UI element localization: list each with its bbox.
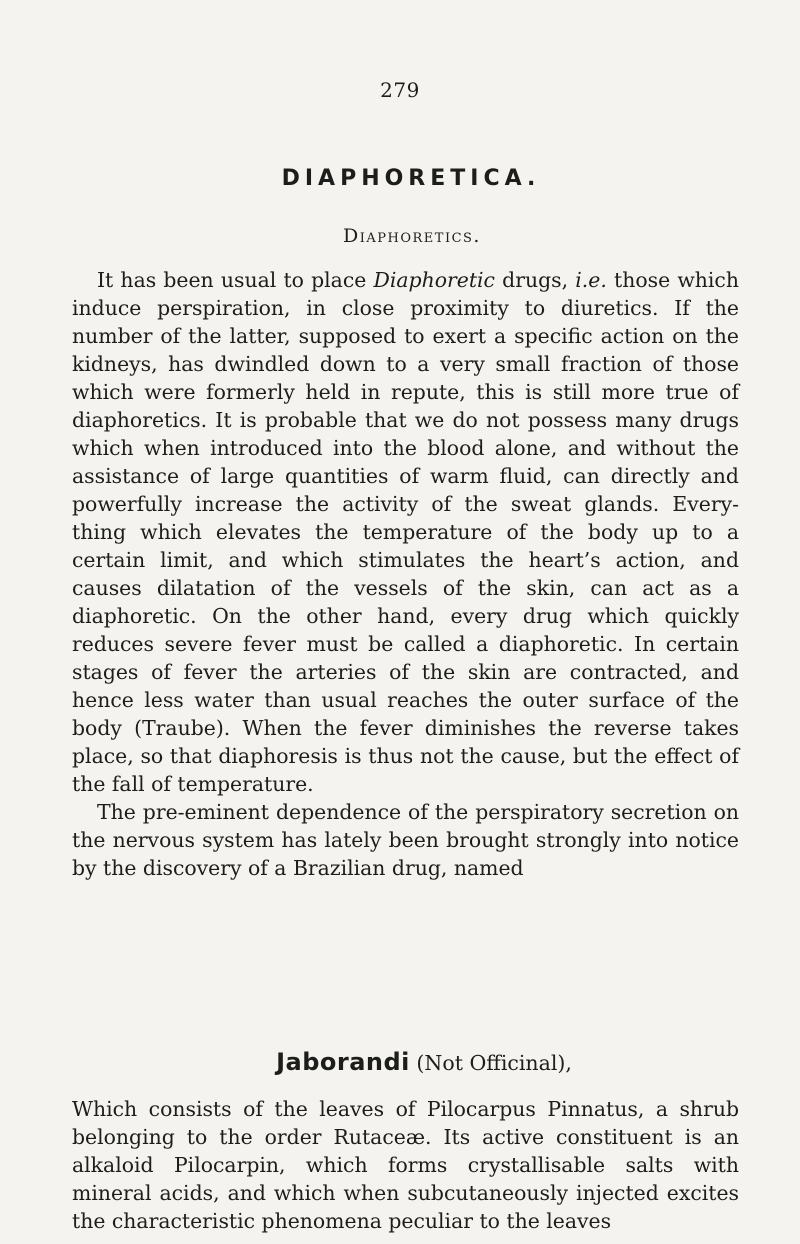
paragraph1-rest: those which induce perspiration, in close proximity to diuretics. If the number of the latter, supposed to exert a specific action on the kidneys, has dwindled down to a very small fraction of those which were formerly held in repute, this is still more true of diaphoretics. It is probable that we do not possess many drugs which when introduced into the blood alone, and without the assistance of large quantities of warm fluid, can directly and powerfully increase the activity of the sweat glands. Every-thing which elevates the temperature of the body up to a certain limit, and which stimulates the heart’s action, and causes dilatation of the vessels of the skin, can act as a diaphoretic. On the other hand, every drug which quickly reduces severe fever must be called a diaphoretic. In certain stages of fever the arteries of the skin are contracted, and hence less water than usual reaches the outer surface of the body (Traube). When the fever diminishes the reverse takes place, so that diaphoresis is thus not the cause, but the effect of the fall of temperature.: [72, 268, 739, 796]
paragraph-jaborandi: Which consists of the leaves of Pilocarpus Pinnatus, a shrub belonging to the order Rutaceæ. Its active constituent is an alkaloid Pilocarpin, which forms crystallisable salts with mineral acids, and which when subcutaneously injected excites the characteristic phenomena peculiar to the leaves: [72, 1097, 739, 1233]
drug-heading: [0, 1048, 800, 1076]
paragraph1-middle: drugs,: [494, 268, 576, 292]
paragraph1-start: It has been usual to place: [97, 268, 374, 292]
body-text-lower: [72, 1095, 739, 1235]
paragraph-diaphoretics-intro: [72, 266, 739, 798]
emphasis-diaphoretic: Diaphoretic: [373, 268, 495, 292]
paragraph-nervous-system: The pre-eminent dependence of the perspiratory secretion on the nervous system has lately been brought strongly into notice by the discovery of a Brazilian drug, named: [72, 800, 739, 880]
drug-note: (Not Officinal),: [416, 1051, 572, 1075]
chapter-title: DIAPHORETICA.: [281, 166, 541, 191]
page-number: 279: [380, 78, 420, 102]
section-heading: Diaphoretics.: [343, 225, 481, 247]
emphasis-ie: i.e.: [575, 268, 607, 292]
drug-name: Jaborandi: [276, 1048, 410, 1076]
body-text-upper: [72, 266, 739, 882]
